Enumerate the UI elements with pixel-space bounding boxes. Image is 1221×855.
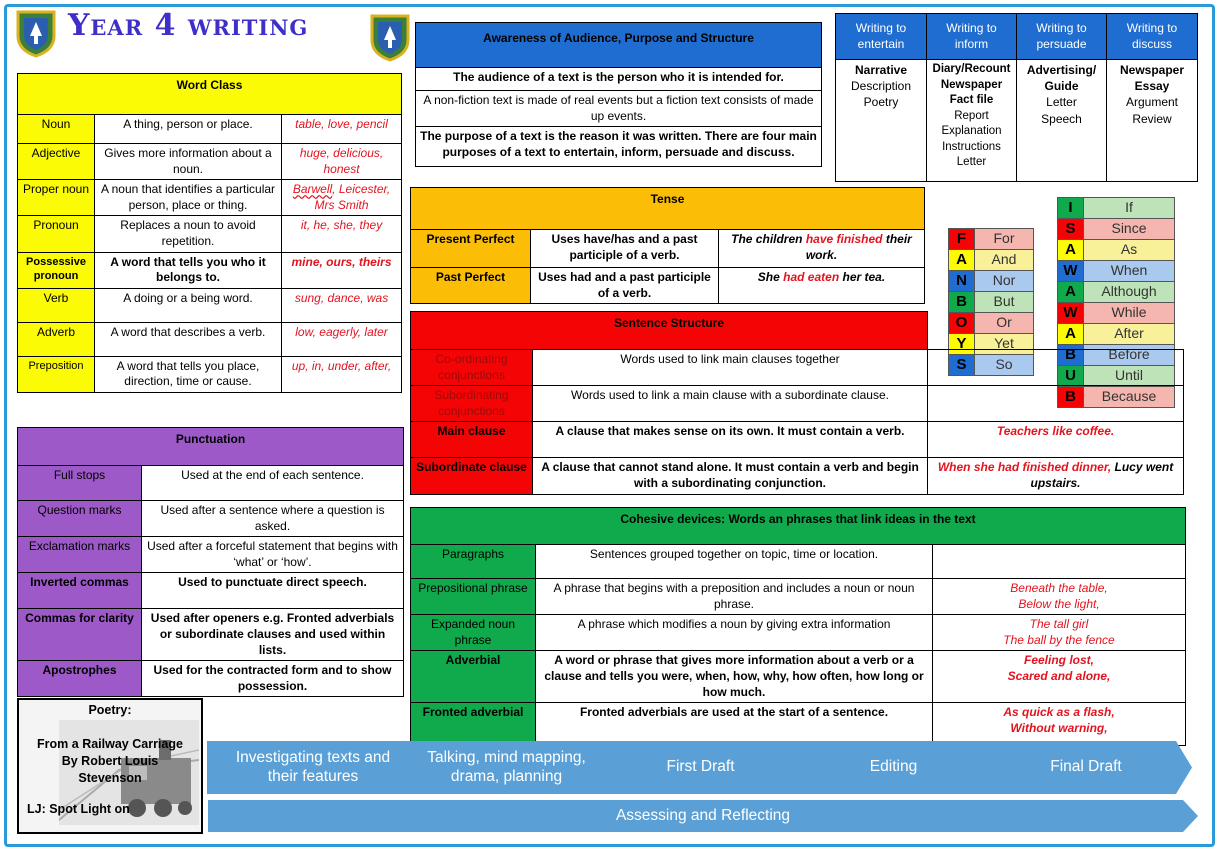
process-step-label: Talking, mind mapping, drama, planning xyxy=(427,748,586,785)
word-class-title: Word Class xyxy=(18,74,402,115)
example-line: Below the light, xyxy=(1018,596,1100,611)
conjunction: And xyxy=(975,250,1034,271)
acronym-letter: A xyxy=(1058,240,1084,261)
definition: A word that tells you who it belongs to. xyxy=(95,252,282,288)
example-part: Barwell xyxy=(292,182,333,197)
assessing-label: Assessing and Reflecting xyxy=(615,807,791,824)
text-type: Newspaper xyxy=(940,78,1003,91)
conjunction: After xyxy=(1084,324,1175,345)
term: Commas for clarity xyxy=(18,609,142,661)
example: low, eagerly, later xyxy=(282,322,402,356)
poem-author: By Robert Louis xyxy=(61,754,159,768)
text-type: Diary/Recount xyxy=(932,63,1011,75)
text-type: Essay xyxy=(1134,79,1170,94)
conjunction: Although xyxy=(1084,282,1175,303)
term: Exclamation marks xyxy=(18,537,142,573)
assessing-bar xyxy=(208,800,1198,832)
school-crest-icon xyxy=(14,8,58,58)
persuade-list xyxy=(1017,60,1107,182)
definition: Gives more information about a noun. xyxy=(95,144,282,180)
example: up, in, under, after, xyxy=(282,356,402,392)
example xyxy=(933,579,1186,615)
poetry-heading: Poetry: xyxy=(88,703,132,717)
conjunction: While xyxy=(1084,303,1175,324)
definition: Used after a sentence where a question is asked. xyxy=(142,501,404,537)
acronym-letter: S xyxy=(1058,219,1084,240)
example-line: Beneath the table, xyxy=(1010,581,1108,595)
definition: A noun that identifies a particular person, place or thing. xyxy=(95,180,282,216)
term: Co-ordinating conjunctions xyxy=(411,350,533,386)
term: Full stops xyxy=(18,466,142,501)
text-type: Poetry xyxy=(863,95,899,110)
example-part: Lucy went upstairs. xyxy=(1030,460,1174,490)
poem-author-surname: Stevenson xyxy=(78,771,142,785)
conjunction: But xyxy=(975,292,1034,313)
poetry-box xyxy=(17,698,203,834)
awareness-table xyxy=(415,22,822,167)
process-step-label: Investigating texts and their features xyxy=(235,748,391,785)
example: Teachers like coffee. xyxy=(928,422,1184,458)
definition: Sentences grouped together on topic, time or location. xyxy=(536,545,933,579)
process-step-label: Final Draft xyxy=(1050,758,1122,776)
term: Preposition xyxy=(18,356,95,392)
learning-objective: LJ: Spot Light on xyxy=(27,802,130,817)
term: Main clause xyxy=(411,422,533,458)
example-part: their work. xyxy=(805,232,912,262)
entertain-list xyxy=(836,60,927,182)
example: mine, ours, theirs xyxy=(282,252,402,288)
example-line: Without warning, xyxy=(1010,720,1108,735)
text-type: Advertising/ Guide xyxy=(1026,63,1097,94)
acronym-letter: B xyxy=(949,292,975,313)
term: Adverbial xyxy=(411,651,536,703)
definition: A word that describes a verb. xyxy=(95,322,282,356)
definition: A clause that makes sense on its own. It must contain a verb. xyxy=(533,422,928,458)
example xyxy=(933,703,1186,746)
example-line: The tall girl xyxy=(1029,617,1089,632)
acronym-letter: A xyxy=(1058,282,1084,303)
awareness-line: A non-fiction text is made of real events but a fiction text consists of made up events. xyxy=(416,91,822,127)
conjunction: Yet xyxy=(975,334,1034,355)
definition: Words used to link main clauses together xyxy=(533,350,928,386)
term: Subordinate clause xyxy=(411,458,533,494)
cohesive-devices-table xyxy=(410,507,1186,746)
acronym-letter: U xyxy=(1058,366,1084,387)
example xyxy=(933,651,1186,703)
example-highlight: have finished xyxy=(805,232,883,246)
sentence-title: Sentence Structure xyxy=(411,312,928,350)
example-part: The children xyxy=(731,232,806,246)
text-type: Description xyxy=(850,79,912,94)
awareness-line: The purpose of a text is the reason it was written. There are four main purposes of a text to entertain, inform, persuade and discuss. xyxy=(416,127,822,167)
word-class-table xyxy=(17,73,402,393)
definition: Replaces a noun to avoid repetition. xyxy=(95,216,282,252)
writing-purposes-table xyxy=(835,13,1198,182)
conjunction: Since xyxy=(1084,219,1175,240)
example-line: Feeling lost, xyxy=(1024,653,1095,668)
awareness-line: The audience of a text is the person who it is intended for. xyxy=(416,68,822,91)
definition: Used at the end of each sentence. xyxy=(142,466,404,501)
page-title: Year 4 writing xyxy=(68,8,309,43)
term: Adjective xyxy=(18,144,95,180)
tense-title: Tense xyxy=(411,188,925,230)
conjunction: Nor xyxy=(975,271,1034,292)
example xyxy=(928,458,1184,494)
example-part: her tea. xyxy=(839,270,886,284)
conjunction: If xyxy=(1084,198,1175,219)
acronym-letter: A xyxy=(949,250,975,271)
punctuation-table xyxy=(17,427,404,697)
process-step-label: First Draft xyxy=(666,758,735,776)
text-type: Letter xyxy=(956,156,987,169)
process-step-label: Editing xyxy=(869,758,918,776)
example xyxy=(933,545,1186,579)
purpose-header: Writing to inform xyxy=(927,14,1017,60)
conjunction: Or xyxy=(975,313,1034,334)
text-type: Speech xyxy=(1041,111,1082,126)
example-line: Scared and alone, xyxy=(1007,668,1111,683)
example-part: , Leicester, Mrs Smith xyxy=(314,182,391,212)
term: Pronoun xyxy=(18,216,95,252)
acronym-letter: B xyxy=(1058,387,1084,408)
process-step-4 xyxy=(787,741,1000,794)
awareness-title: Awareness of Audience, Purpose and Structure xyxy=(416,23,822,68)
term: Apostrophes xyxy=(18,661,142,697)
acronym-letter: O xyxy=(949,313,975,334)
term: Subordinating conjunctions xyxy=(411,386,533,422)
definition: Words used to link a main clause with a subordinate clause. xyxy=(533,386,928,422)
term: Past Perfect xyxy=(411,268,531,304)
definition: A clause that cannot stand alone. It must contain a verb and begin with a subordinating conjunction. xyxy=(533,458,928,494)
example-highlight: had eaten xyxy=(783,270,840,284)
definition: A thing, person or place. xyxy=(95,115,282,144)
example: table, love, pencil xyxy=(282,115,402,144)
acronym-letter: W xyxy=(1058,261,1084,282)
definition: Uses had and a past participle of a verb. xyxy=(531,268,719,304)
text-type: Explanation xyxy=(941,125,1002,138)
conjunction: As xyxy=(1084,240,1175,261)
definition: Used after a forceful statement that begins with ‘what’ or ‘how’. xyxy=(142,537,404,573)
example: huge, delicious, honest xyxy=(282,144,402,180)
acronym-letter: Y xyxy=(949,334,975,355)
cohesive-title: Cohesive devices: Words an phrases that link ideas in the text xyxy=(411,508,1186,545)
text-type: Newspaper xyxy=(1119,63,1185,77)
conjunction: Because xyxy=(1084,387,1175,408)
acronym-letter: B xyxy=(1058,345,1084,366)
purpose-header: Writing to entertain xyxy=(836,14,927,60)
term: Paragraphs xyxy=(411,545,536,579)
example-line: As quick as a flash, xyxy=(1003,705,1115,720)
example-line: The ball by the fence xyxy=(1003,632,1115,647)
example-highlight: When she had finished dinner, xyxy=(937,460,1112,475)
example-part: She xyxy=(757,270,784,284)
text-type: Review xyxy=(1132,111,1172,126)
text-type: Letter xyxy=(1046,95,1077,110)
example xyxy=(719,268,925,304)
purpose-header: Writing to discuss xyxy=(1107,14,1198,60)
term: Expanded noun phrase xyxy=(411,615,536,651)
text-type: Report xyxy=(954,109,989,122)
conjunction: When xyxy=(1084,261,1175,282)
term: Verb xyxy=(18,288,95,322)
conjunction: Before xyxy=(1084,345,1175,366)
term: Prepositional phrase xyxy=(411,579,536,615)
acronym-letter: N xyxy=(949,271,975,292)
discuss-list xyxy=(1107,60,1198,182)
punctuation-title: Punctuation xyxy=(18,428,404,466)
definition: Fronted adverbials are used at the start of a sentence. xyxy=(536,703,933,746)
term: Fronted adverbial xyxy=(411,703,536,746)
process-step-1 xyxy=(207,741,419,794)
example xyxy=(719,230,925,268)
process-step-2 xyxy=(400,741,613,794)
definition: A phrase that begins with a preposition and includes a noun or noun phrase. xyxy=(536,579,933,615)
term: Possessive pronoun xyxy=(18,252,95,288)
process-step-5 xyxy=(980,741,1192,794)
definition: A phrase which modifies a noun by giving extra information xyxy=(536,615,933,651)
purpose-header: Writing to persuade xyxy=(1017,14,1107,60)
example: sung, dance, was xyxy=(282,288,402,322)
acronym-letter: W xyxy=(1058,303,1084,324)
term: Adverb xyxy=(18,322,95,356)
acronym-letter: A xyxy=(1058,324,1084,345)
term: Present Perfect xyxy=(411,230,531,268)
inform-list xyxy=(927,60,1017,182)
example xyxy=(933,615,1186,651)
definition: Used to punctuate direct speech. xyxy=(142,573,404,609)
definition: Used for the contracted form and to show possession. xyxy=(142,661,404,697)
process-step-3 xyxy=(594,741,807,794)
acronym-letter: S xyxy=(949,355,975,376)
example: it, he, she, they xyxy=(282,216,402,252)
definition: Used after openers e.g. Fronted adverbials or subordinate clauses and used within lists. xyxy=(142,609,404,661)
example xyxy=(282,180,402,216)
sentence-structure-table xyxy=(410,311,1184,495)
text-type: Narrative xyxy=(854,63,908,77)
term: Proper noun xyxy=(18,180,95,216)
school-crest-icon xyxy=(368,12,412,62)
term: Noun xyxy=(18,115,95,144)
conjunction: So xyxy=(975,355,1034,376)
text-type: Argument xyxy=(1125,95,1179,110)
term: Question marks xyxy=(18,501,142,537)
definition: A word that tells you place, direction, time or cause. xyxy=(95,356,282,392)
tense-table xyxy=(410,187,925,304)
definition: A word or phrase that gives more information about a verb or a clause and tells you were, when, how, why, how often, how long or how much. xyxy=(536,651,933,703)
definition: A doing or a being word. xyxy=(95,288,282,322)
conjunction: For xyxy=(975,229,1034,250)
definition: Uses have/has and a past participle of a verb. xyxy=(531,230,719,268)
poem-title: From a Railway Carriage xyxy=(37,737,183,751)
conjunction: Until xyxy=(1084,366,1175,387)
text-type: Instructions xyxy=(942,140,1001,153)
acronym-letter: I xyxy=(1058,198,1084,219)
acronym-letter: F xyxy=(949,229,975,250)
text-type: Fact file xyxy=(949,94,994,107)
term: Inverted commas xyxy=(18,573,142,609)
